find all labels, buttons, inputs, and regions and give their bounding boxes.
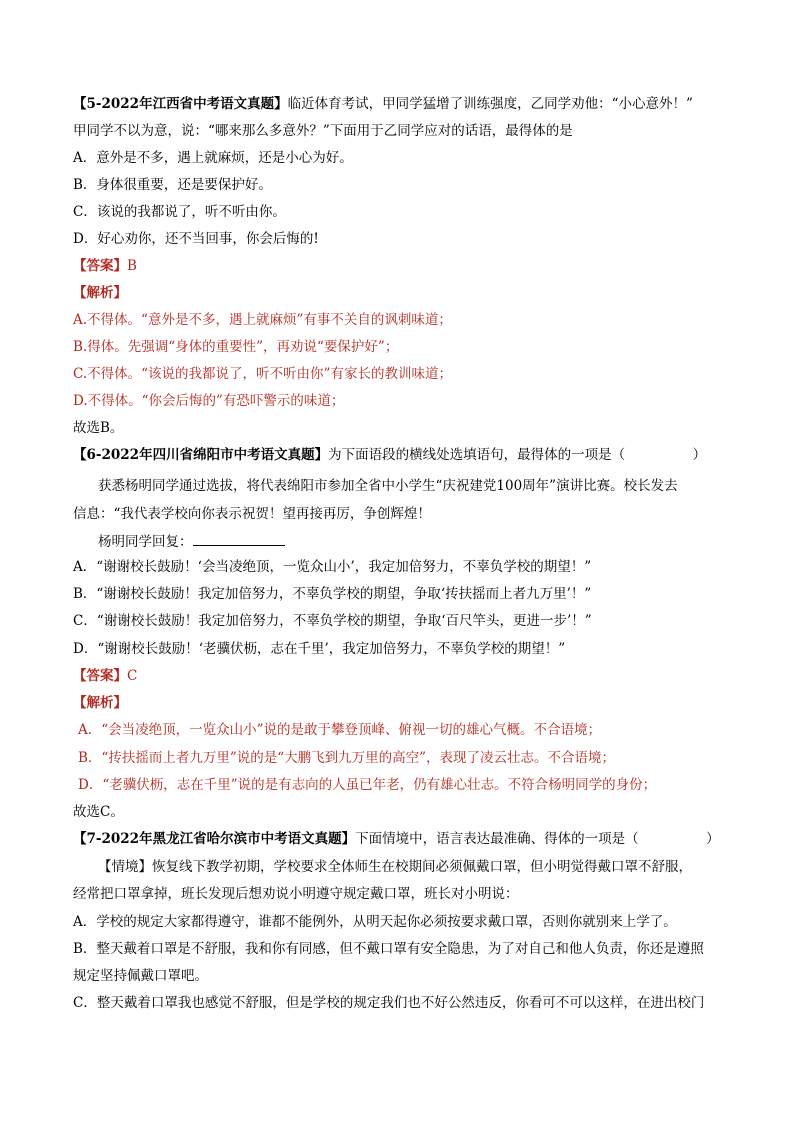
- q6-stem-1: 为下面语段的横线处选填语句，最得体的一项是（ ）: [328, 447, 707, 463]
- q5-analysis-a: A.不得体。“意外是不多，遇上就麻烦”有事不关自的讽刺味道；: [73, 312, 452, 328]
- q7-option-a: A．学校的规定大家都得遵守，谁都不能例外，从明天起你必须按要求戴口罩，否则你就别来上学了。: [73, 914, 677, 930]
- q7-context-1: 【情境】恢复线下教学初期，学校要求全体师生在校期间必须佩戴口罩，但小明觉得戴口罩不舒服，: [98, 859, 692, 875]
- q5-analysis-c: C.不得体。“该说的我都说了，听不听由你”有家长的教训味道；: [73, 366, 452, 382]
- q6-reply-label: 杨明同学回复：: [98, 534, 193, 550]
- q5-option-c: C．该说的我都说了，听不听由你。: [73, 204, 286, 220]
- q6-analysis-label: 【解析】: [73, 695, 127, 711]
- q6-option-d: D．“谢谢校长鼓励！‘老骥伏枥，志在千里’，我定加倍努力，不辜负学校的期望！”: [73, 641, 566, 657]
- q7-option-b-line-1: B．整天戴着口罩是不舒服，我和你有同感，但不戴口罩有安全隐患，为了对自己和他人负责，你还是遵照: [73, 941, 704, 957]
- q5-option-b: B．身体很重要，还是要保护好。: [73, 177, 272, 193]
- q6-answer-label: 【答案】: [73, 668, 127, 684]
- q5-stem-1: 临近体育考试，甲同学猛增了训练强度，乙同学劝他：“小心意外！”: [287, 96, 693, 112]
- q5-answer-value: B: [127, 258, 137, 274]
- q5-analysis-d: D.不得体。“你会后悔的”有恐吓警示的味道；: [73, 393, 345, 409]
- q7-option-b-line-2: 规定坚持佩戴口罩吧。: [73, 968, 208, 984]
- q6-paragraph-1: 获悉杨明同学通过选拔，将代表绵阳市参加全省中小学生“庆祝建党100周年”演讲比赛。校长发去: [98, 478, 678, 494]
- q6-answer-value: C: [127, 668, 138, 684]
- q6-option-b: B．“谢谢校长鼓励！我定加倍努力，不辜负学校的期望，争取‘抟扶摇而上者九万里’！”: [73, 586, 592, 602]
- q7-header: 【7-2022年黑龙江省哈尔滨市中考语文真题】: [73, 831, 356, 847]
- q6-analysis-a: A．“会当凌绝顶，一览众山小”说的是敢于攀登顶峰、俯视一切的雄心气概。不合语境；: [78, 722, 602, 738]
- q6-option-a: A．“谢谢校长鼓励！‘会当凌绝顶，一览众山小’，我定加倍努力，不辜负学校的期望！”: [73, 559, 592, 575]
- q5-answer: [73, 256, 733, 276]
- q6-analysis-d: D．“老骥伏枥，志在千里”说的是有志向的人虽已年老，仍有雄心壮志。不符合杨明同学的身份；: [78, 777, 657, 793]
- q6-option-c: C．“谢谢校长鼓励！我定加倍努力，不辜负学校的期望，争取‘百尺竿头，更进一步’！”: [73, 613, 592, 629]
- q6-reply-line: [98, 531, 758, 552]
- q6-paragraph-2: 信息：“我代表学校向你表示祝贺！望再接再厉，争创辉煌！: [73, 506, 431, 522]
- q5-analysis-label: 【解析】: [73, 285, 127, 301]
- q6-blank-line: [193, 531, 285, 546]
- q6-analysis-b: B．“抟扶摇而上者九万里”说的是“大鹏飞到九万里的高空”，表现了凌云壮志。不合语境；: [78, 750, 616, 766]
- q6-answer: [73, 666, 733, 686]
- q7-option-c-line-1: C．整天戴着口罩我也感觉不舒服，但是学校的规定我们也不好公然违反，你看可不可以这样，在进出校门: [73, 995, 705, 1011]
- q5-answer-label: 【答案】: [73, 258, 127, 274]
- q6-conclusion: 故选C。: [73, 804, 124, 820]
- q5-header: 【5-2022年江西省中考语文真题】: [73, 96, 288, 112]
- q7-stem-line-1: [73, 829, 733, 849]
- q7-context-2: 经常把口罩拿掉，班长发现后想劝说小明遵守规定戴口罩，班长对小明说：: [73, 886, 519, 902]
- q5-option-d: D．好心劝你，还不当回事，你会后悔的!: [73, 231, 319, 247]
- q5-stem-line-1: [73, 94, 733, 114]
- q5-stem-2: 甲同学不以为意，说：“哪来那么多意外？”下面用于乙同学应对的话语，最得体的是: [73, 123, 573, 139]
- q6-header: 【6-2022年四川省绵阳市中考语文真题】: [73, 447, 329, 463]
- q5-conclusion: 故选B。: [73, 420, 124, 436]
- q5-option-a: A．意外是不多，遇上就麻烦，还是小心为好。: [73, 150, 353, 166]
- q7-stem-1: 下面情境中，语言表达最准确、得体的一项是（ ）: [355, 831, 720, 847]
- q5-analysis-b: B.得体。先强调“身体的重要性”，再劝说“要保护好”；: [73, 339, 399, 355]
- q6-stem-line-1: [73, 445, 733, 465]
